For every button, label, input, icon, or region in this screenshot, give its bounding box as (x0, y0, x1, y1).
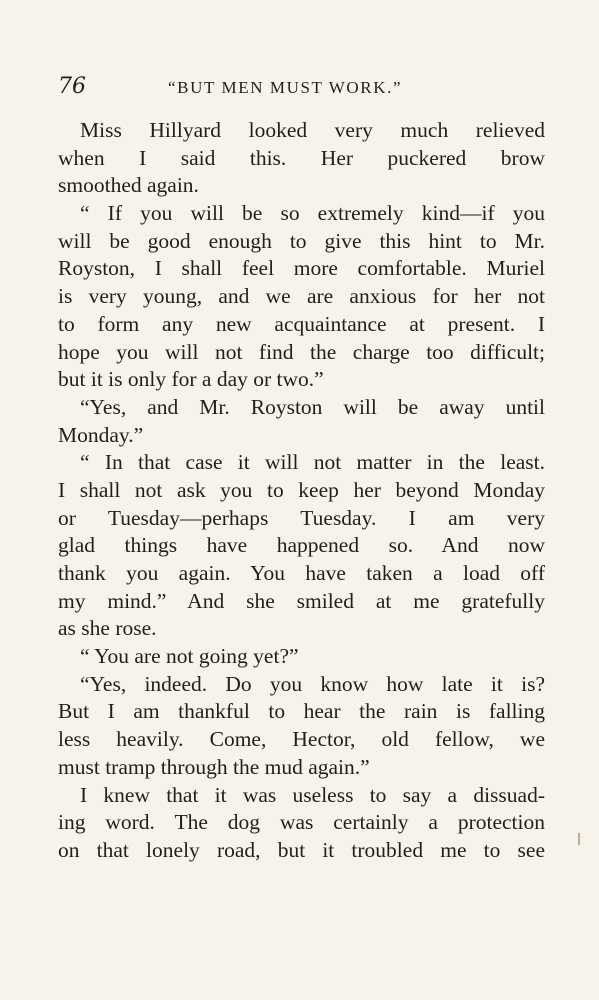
text-line: must tramp through the mud again.” (58, 754, 370, 779)
text-line: as she rose. (58, 616, 157, 641)
text-line: “Yes, and Mr. Royston will be away until (80, 394, 545, 419)
text-line: thank you again. You have taken a load off (58, 561, 545, 585)
text-line: will be good enough to give this hint to Mr. (58, 228, 545, 253)
text-line: glad things have happened so. And now (58, 533, 545, 558)
text-line: when I said this. Her puckered brow (58, 145, 545, 170)
text-line: Miss Hillyard looked very much relieved (80, 118, 545, 142)
margin-mark (578, 833, 580, 845)
text-line: “Yes, indeed. Do you know how late it is? (80, 671, 545, 696)
text-line: Royston, I shall feel more comfortable. Muriel (58, 256, 545, 281)
text-line: or Tuesday—perhaps Tuesday. I am very (58, 505, 545, 530)
text-line: less heavily. Come, Hector, old fellow, we (58, 727, 545, 752)
text-line: Monday.” (58, 422, 144, 447)
text-line: but it is only for a day or two.” (58, 367, 324, 392)
text-line: But I am thankful to hear the rain is falling (58, 699, 545, 724)
text-line: “ In that case it will not matter in the least. (80, 450, 545, 475)
text-line: ing word. The dog was certainly a protection (58, 810, 545, 835)
text-line: on that lonely road, but it troubled me to see (58, 837, 545, 862)
text-line: my mind.” And she smiled at me gratefully (58, 588, 545, 613)
text-line: I knew that it was useless to say a dissuad- (80, 782, 545, 807)
text-line: smoothed again. (58, 173, 199, 198)
page-header (58, 72, 548, 102)
body-text (58, 117, 545, 865)
page-number: 76 (58, 74, 86, 99)
text-line: I shall not ask you to keep her beyond Monday (58, 477, 545, 502)
text-line: is very young, and we are anxious for her not (58, 284, 545, 309)
text-line: “ If you will be so extremely kind—if you (80, 201, 545, 226)
running-head: “BUT MEN MUST WORK.” (168, 78, 403, 97)
text-line: hope you will not find the charge too difficult; (58, 339, 545, 364)
text-line: to form any new acquaintance at present. I (58, 311, 545, 336)
text-line: “ You are not going yet?” (80, 644, 299, 669)
